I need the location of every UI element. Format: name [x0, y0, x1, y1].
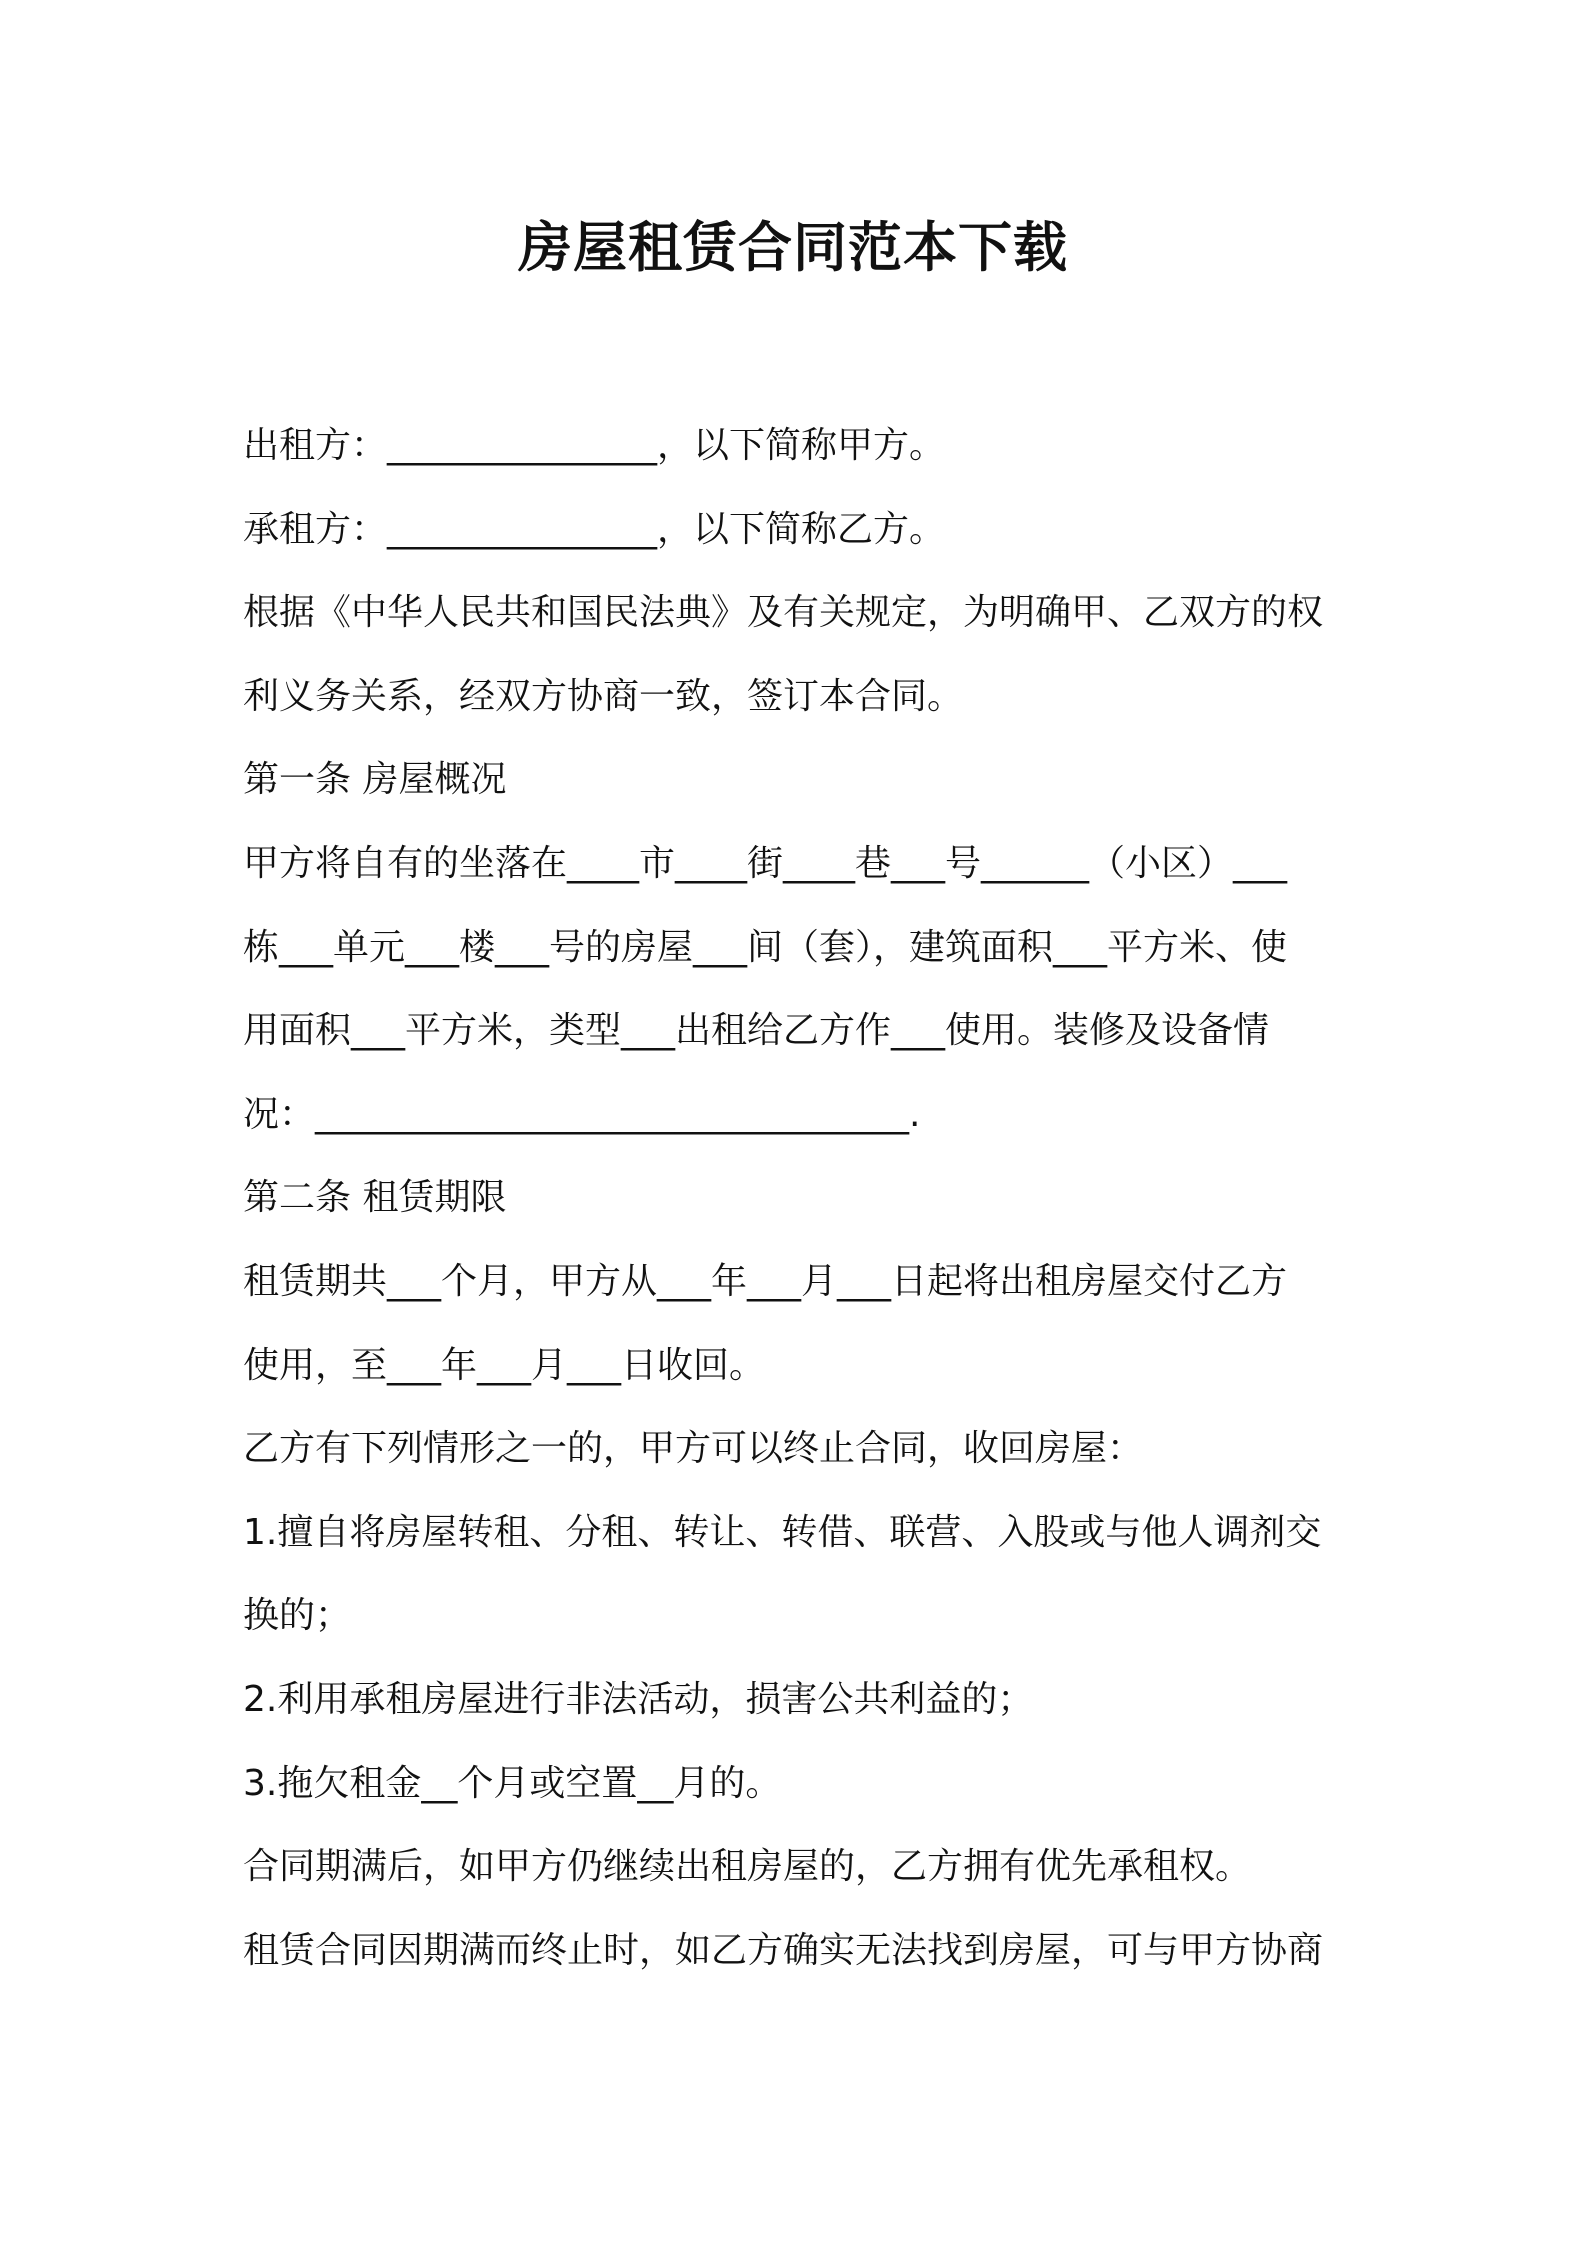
text-line: 况：_________________________________. — [243, 1093, 921, 1135]
text-line: 承租方：_______________，以下简称乙方。 — [243, 508, 946, 550]
document-title: 房屋租赁合同范本下载 — [518, 216, 1068, 279]
text-line: 使用，至___年___月___日收回。 — [243, 1344, 766, 1386]
section-heading: 第一条 房屋概况 — [243, 759, 507, 801]
section-heading: 第二条 租赁期限 — [243, 1177, 507, 1219]
text-line: 出租方：_______________，以下简称甲方。 — [243, 425, 946, 466]
text-line: 用面积___平方米，类型___出租给乙方作___使用。装修及设备情 — [243, 1010, 1270, 1052]
text-line: 乙方有下列情形之一的，甲方可以终止合同，收回房屋： — [243, 1428, 1144, 1470]
list-item-continuation: 换的； — [243, 1595, 352, 1637]
text-line: 甲方将自有的坐落在____市____街____巷___号______（小区）___ — [243, 842, 1288, 884]
text-line: 合同期满后，如甲方仍继续出租房屋的，乙方拥有优先承租权。 — [243, 1846, 1252, 1888]
text-line: 租赁合同因期满而终止时，如乙方确实无法找到房屋，可与甲方协商 — [243, 1929, 1324, 1971]
list-item: 1.擅自将房屋转租、分租、转让、转借、联营、入股或与他人调剂交 — [243, 1511, 1322, 1553]
document-body — [243, 404, 1355, 1992]
text-line: 栋___单元___楼___号的房屋___间（套），建筑面积___平方米、使 — [243, 926, 1288, 968]
list-item: 3.拖欠租金__个月或空置__月的。 — [243, 1762, 782, 1804]
list-item: 2.利用承租房屋进行非法活动，损害公共利益的； — [243, 1678, 1034, 1720]
text-line: 根据《中华人民共和国民法典》及有关规定，为明确甲、乙双方的权 — [243, 592, 1324, 634]
text-line: 利义务关系，经双方协商一致，签订本合同。 — [243, 675, 964, 717]
text-line: 租赁期共___个月，甲方从___年___月___日起将出租房屋交付乙方 — [243, 1260, 1288, 1302]
